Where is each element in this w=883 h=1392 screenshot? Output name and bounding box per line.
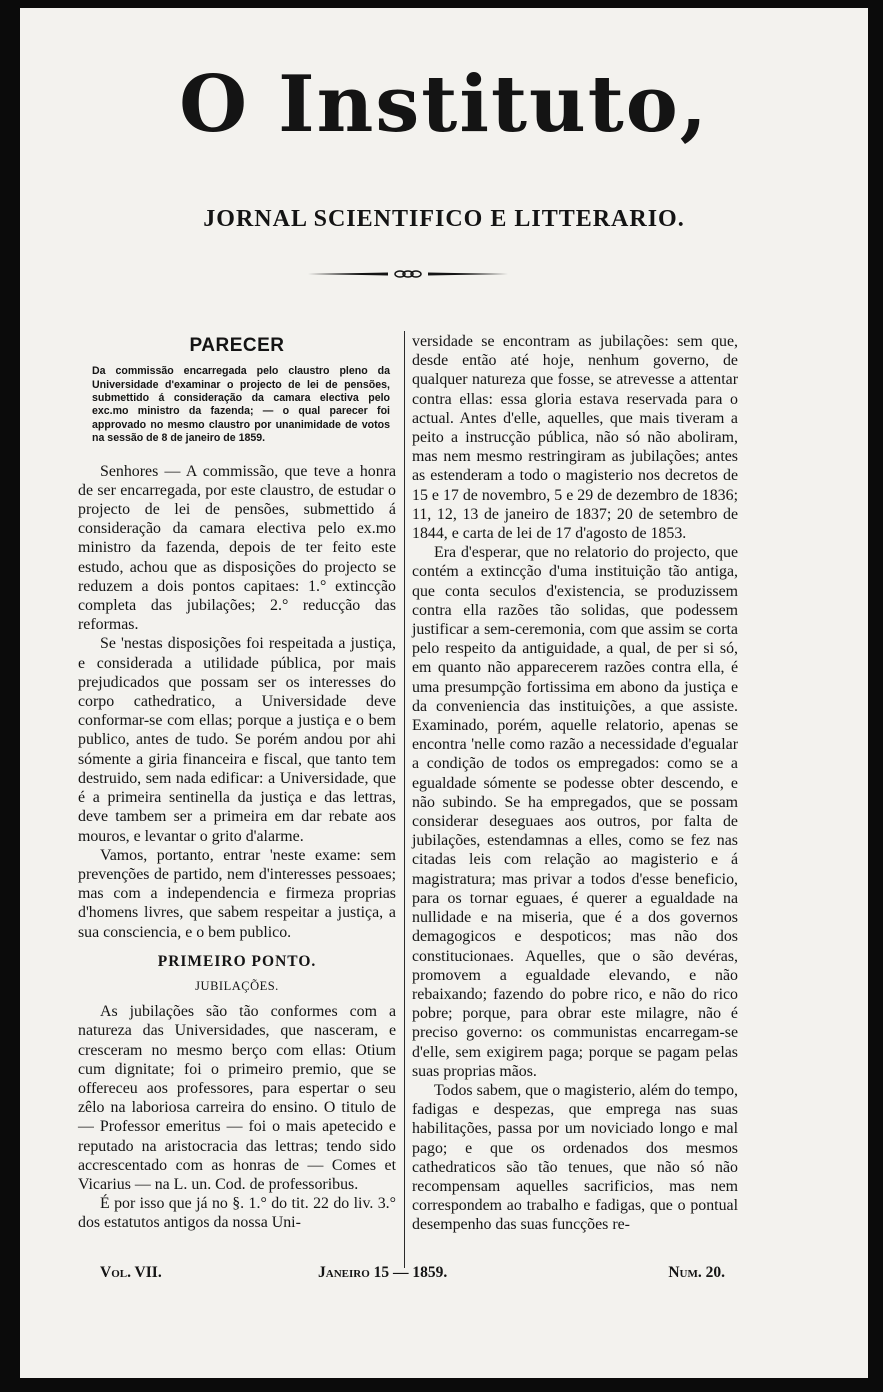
paragraph: Vamos, portanto, entrar 'neste exame: sem prevenções de partido, nem d'interesses pessoaes; mas com a independencia e firmeza proprias d'homens livres, que sabem respeitar a justiça, a sua consciencia, e o bem publico. bbox=[78, 846, 396, 941]
section-title: PRIMEIRO PONTO. bbox=[157, 952, 317, 970]
ornament-divider-icon bbox=[308, 268, 508, 280]
volume-label: Vol. VII. bbox=[100, 1264, 162, 1281]
paragraph: As jubilações são tão conformes com a natureza das Universidades, que nasceram, e cresceram no mesmo berço com ellas: Otium cum dignitate; foi o primeiro premio, que se offereceu aos professores, para espertar o seu zêlo na laboriosa carreira do ensino. O titulo de — Professor emeritus — foi o mais apetecido e reputado na aristocracia das lettras; tendo sido accrescentado com as honras de — Comes et Vicarius — na L. un. Cod. de professoribus. bbox=[78, 1003, 396, 1193]
page-footer bbox=[100, 1264, 725, 1284]
paragraph: Todos sabem, que o magisterio, além do tempo, fadigas e despezas, que emprega nas suas habilitações, passa por um noviciado longo e mal pago; e que os ordenados dos mesmos cathedraticos são tão tenues, que não só não recompensam aquelles sacrificios, mas nem correspondem ao trabalho e fadigas, que o pontual desempenho das suas funcções re- bbox=[412, 1081, 738, 1234]
issue-date: Janeiro 15 — 1859. bbox=[318, 1264, 448, 1281]
article-heading: PARECER bbox=[189, 335, 285, 356]
masthead-subtitle: JORNAL SCIENTIFICO E LITTERARIO. bbox=[203, 206, 685, 232]
article-abstract: Da commissão encarregada pelo claustro pleno da Universidade d'examinar o projecto de lei de pensões, submettido á consideração da camara electiva pelo exc.mo ministro da fazenda; — o qual parecer foi approvado no mesmo claustro por unanimidade de votos na sessão de 8 de janeiro de 1859. bbox=[92, 365, 390, 445]
paragraph: versidade se encontram as jubilações: sem que, desde então até hoje, nenhum governo, de qualquer natureza que fosse, se atrevesse a attentar contra ellas: essa gloria estava reservada para o actual. Antes d'elle, aquelles, que mais tiveram a peito a instrucção pública, não só não aboliram, mas nem mesmo restringiram as jubilações; antes as estenderam a todo o magisterio nos decretos de 15 e 17 de novembro, 5 e 29 de dezembro de 1836; 11, 12, 13 de janeiro de 1837; 20 de setembro de 1844, e carta de lei de 17 d'agosto de 1853. bbox=[412, 333, 738, 543]
issue-number: Num. 20. bbox=[668, 1264, 725, 1281]
masthead-title: O Instituto, bbox=[179, 59, 709, 150]
column-divider bbox=[404, 331, 405, 1268]
article-left-column bbox=[78, 332, 396, 1233]
article-right-column bbox=[412, 332, 738, 1235]
newspaper-page bbox=[20, 8, 868, 1378]
paragraph: Senhores — A commissão, que teve a honra de ser encarregada, por este claustro, de estudar o projecto de lei de pensões, submettido á consideração da camara electiva pelo ex.mo ministro da fazenda, depois de ter feito este estudo, achou que as disposições do projecto se reduzem a dois pontos capitaes: 1.° extincção completa das jubilações; 2.° reducção das reformas. bbox=[78, 462, 396, 634]
paragraph: Se 'nestas disposições foi respeitada a justiça, e considerada a utilidade pública, por mais prejudicados que possam ser os interesses do corpo cathedratico, a Universidade deve conformar-se com ellas; porque a justiça e o bem publico, antes de tudo. Se porém andou por ahi sómente a giria financeira e fiscal, que tanto tem destruido, sem nada edificar: a Universidade, que é a primeira sentinella da justiça e das lettras, deve tambem ser a primeira em dar rebate aos mouros, e levantar o grito d'alarme. bbox=[78, 635, 396, 845]
paragraph: É por isso que já no §. 1.° do tit. 22 do liv. 3.° dos estatutos antigos da nossa Uni- bbox=[78, 1195, 396, 1232]
subsection-title: JUBILAÇÕES. bbox=[195, 978, 279, 993]
paragraph: Era d'esperar, que no relatorio do projecto, que contém a extincção d'uma instituição tão antiga, que conta seculos d'existencia, se produzissem contra ella razões tão solidas, que podessem justificar a sem-ceremonia, com que assim se corta pelo respeito da antiguidade, a qual, de per si só, em quanto não apparecerem razões contra ella, é uma presumpção fortissima em abono da justiça e da conveniencia das instituições, a que assiste. Examinado, porém, aquelle relatorio, apenas se encontra 'nelle como razão a necessidade d'egualar a condição de todos os empregados: como se a egualdade sómente se podesse obter descendo, e não subindo. Se ha empregados, que se possam considerar deseguaes aos outros, por falta de jubilações, estendamnas a elles, como se fez nas citadas leis com relação ao magisterio e á magistratura; mas privar a todos d'esse beneficio, para os tornar eguaes, é querer a egualdade na nullidade e na miseria, que é a dos governos demagogicos e despoticos; mas não dos constitucionaes. Aquelles, que o são devéras, promovem a egualdade elevando, e não rebaixando; fazendo do pobre rico, e não do rico pobre; porque, para obrar este milagre, não é preciso governo: os communistas encarregam-se d'elle, sem exigirem paga; porque se pagam pelas suas proprias mãos. bbox=[412, 544, 738, 1080]
